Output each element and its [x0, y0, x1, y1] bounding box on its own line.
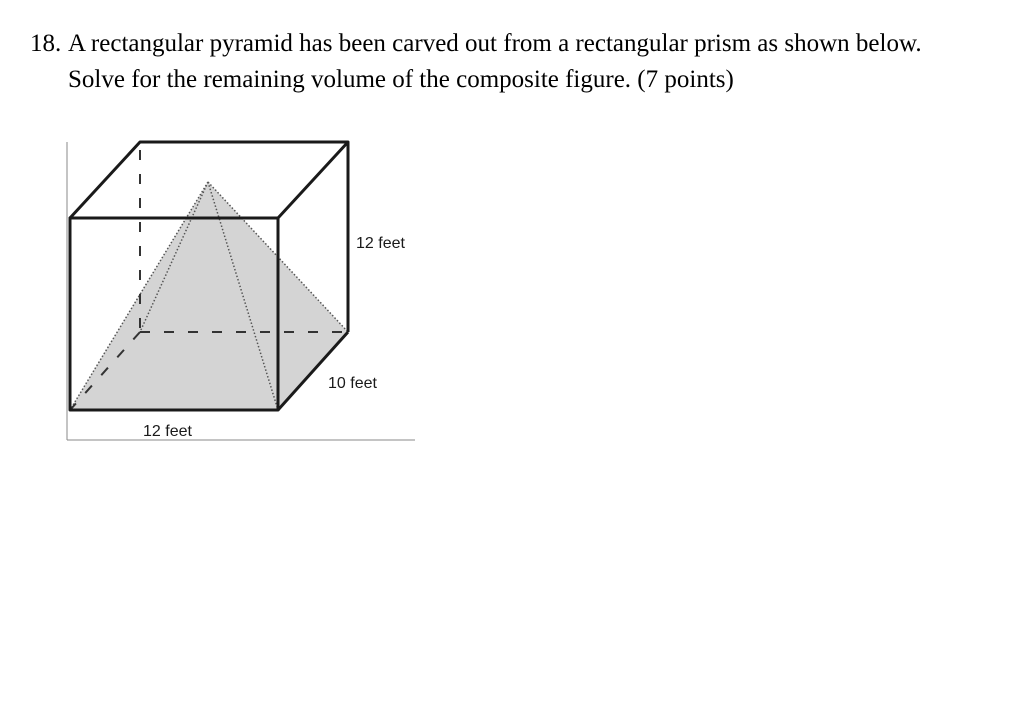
- width-label: 12 feet: [143, 423, 192, 440]
- question-prompt: A rectangular pyramid has been carved out from a rectangular prism as shown below.: [68, 30, 922, 57]
- question-line-2: Solve for the remaining volume of the composite figure. (7 points): [68, 66, 734, 93]
- height-label: 12 feet: [356, 235, 405, 252]
- depth-label: 10 feet: [328, 375, 377, 392]
- question-number: 18.: [30, 30, 62, 57]
